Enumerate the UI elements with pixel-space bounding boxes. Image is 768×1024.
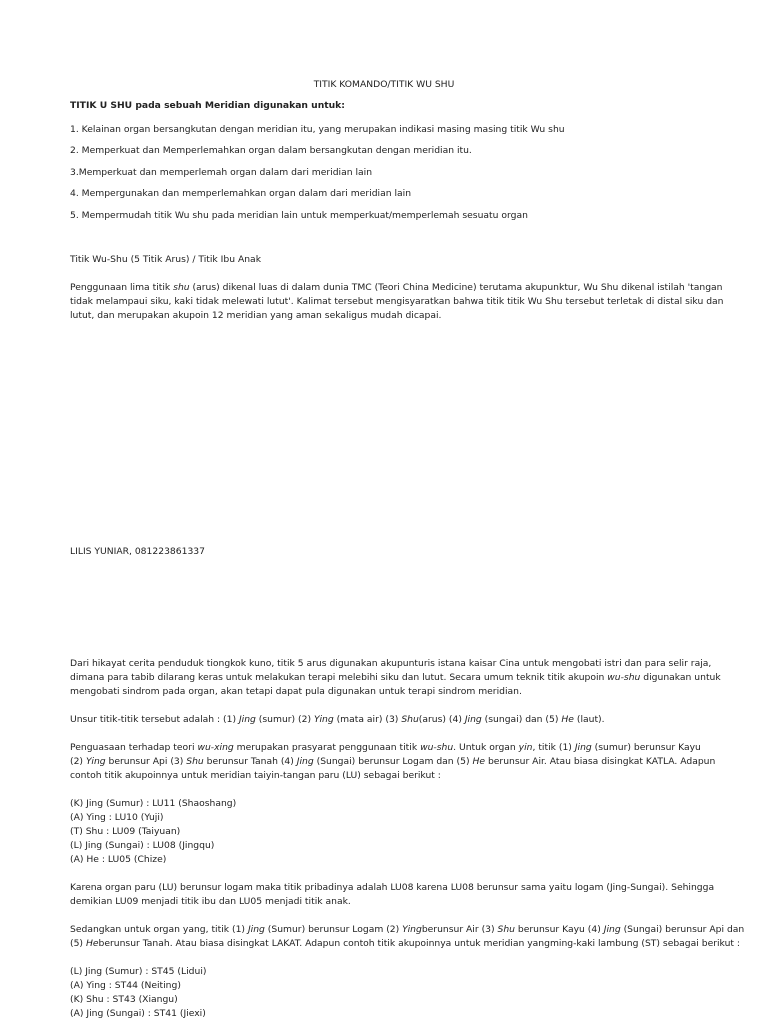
- list-item: (T) Shu : LU09 (Taiyuan): [70, 826, 181, 837]
- st-points-list: [70, 965, 710, 1021]
- hikayat-paragraph: Dari hikayat cerita penduduk tiongkok kuno, titik 5 arus digunakan akupunturis istana kaisar Cina untuk mengobati istri dan para selir raja, dimana para tabib dilarang keras untuk melakukan terapi melebihi siku dan lutut. Secara umum teknik titik akupoin wu-shu digunakan untuk mengobati sindrom pada organ, akan tetapi dapat pula digunakan untuk terapi sindrom meridian.: [70, 658, 721, 697]
- unsur-paragraph: Unsur titik-titik tersebut adalah : (1) Jing (sumur) (2) Ying (mata air) (3) Shu(arus) (4) Jing (sungai) dan (5) He (laut).: [70, 714, 605, 725]
- list-item: (L) Jing (Sungai) : LU08 (Jingqu): [70, 840, 215, 851]
- section-heading: TITIK U SHU pada sebuah Meridian digunakan untuk:: [70, 100, 345, 111]
- list-item: (L) Jing (Sumur) : ST45 (Lidui): [70, 966, 207, 977]
- list-item: (K) Jing (Sumur) : LU11 (Shaoshang): [70, 798, 237, 809]
- list-item: (K) Shu : ST43 (Xiangu): [70, 994, 178, 1005]
- list-item-1: 1. Kelainan organ bersangkutan dengan meridian itu, yang merupakan indikasi masing masing titik Wu shu: [70, 124, 565, 135]
- document-title: TITIK KOMANDO/TITIK WU SHU: [313, 79, 455, 90]
- subtitle: Titik Wu-Shu (5 Titik Arus) / Titik Ibu Anak: [70, 254, 262, 265]
- list-item: (A) Jing (Sungai) : ST41 (Jiexi): [70, 1008, 206, 1019]
- list-item-5: 5. Mempermudah titik Wu shu pada meridian lain untuk memperkuat/memperlemah sesuatu organ: [70, 210, 528, 221]
- list-item-4: 4. Mempergunakan dan memperlemahkan organ dalam dari meridian lain: [70, 188, 412, 199]
- list-item: (A) Ying : ST44 (Neiting): [70, 980, 181, 991]
- karena-paragraph: Karena organ paru (LU) berunsur logam maka titik pribadinya adalah LU08 karena LU08 berunsur sama yaitu logam (Jing-Sungai). Sehingga demikian LU09 menjadi titik ibu dan LU05 menjadi titik anak.: [70, 882, 715, 907]
- lu-points-list: [70, 797, 710, 867]
- list-item: (A) Ying : LU10 (Yuji): [70, 812, 164, 823]
- penguasaan-paragraph: Penguasaan terhadap teori wu-xing merupakan prasyarat penggunaan titik wu-shu. Untuk organ yin, titik (1) Jing (sumur) berunsur Kayu (2) Ying berunsur Api (3) Shu berunsur Tanah (4) Jing (Sungai) berunsur Logam dan (5) He berunsur Air. Atau biasa disingkat KATLA. Adapun contoh titik akupoinnya untuk meridian taiyin-tangan paru (LU) sebagai berikut :: [70, 742, 716, 781]
- list-item-2: 2. Memperkuat dan Memperlemahkan organ dalam bersangkutan dengan meridian itu.: [70, 145, 472, 156]
- sedangkan-paragraph: Sedangkan untuk organ yang, titik (1) Jing (Sumur) berunsur Logam (2) Yingberunsur Air (3) Shu berunsur Kayu (4) Jing (Sungai) berunsur Api dan (5) Heberunsur Tanah. Atau biasa disingkat LAKAT. Adapun contoh titik akupoinnya untuk meridian yangming-kaki lambung (ST) sebagai berikut :: [70, 924, 745, 949]
- author-line: LILIS YUNIAR, 081223861337: [70, 546, 205, 557]
- list-item-3: 3.Memperkuat dan memperlemah organ dalam dari meridian lain: [70, 167, 373, 178]
- list-item: (A) He : LU05 (Chize): [70, 854, 167, 865]
- intro-paragraph: Penggunaan lima titik shu (arus) dikenal luas di dalam dunia TMC (Teori China Medicine) terutama akupunktur, Wu Shu dikenal istilah 'tangan tidak melampaui siku, kaki tidak melewati lutut'. Kalimat tersebut mengisyaratkan bahwa titik titik Wu Shu tersebut terletak di distal siku dan lutut, dan merupakan akupoin 12 meridian yang aman sekaligus mudah dicapai.: [70, 282, 724, 321]
